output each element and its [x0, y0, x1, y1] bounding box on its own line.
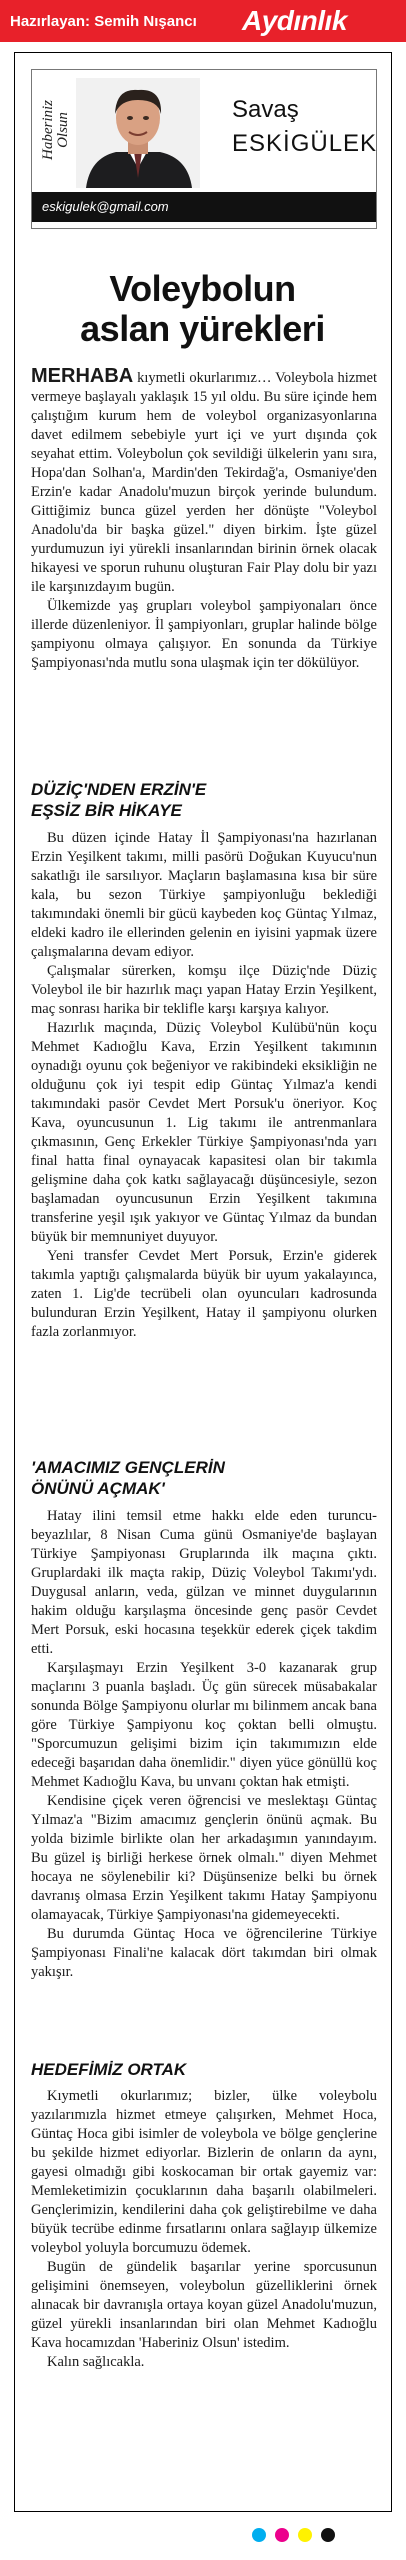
- section-3-heading: HEDEFİMİZ ORTAK: [31, 2060, 187, 2079]
- column-name-line2: Olsun: [55, 112, 71, 148]
- cyan-print-mark-icon: [252, 2528, 266, 2542]
- section-2-heading: [31, 1457, 377, 1499]
- section-1-heading: [31, 779, 377, 821]
- section-2-paragraph: Hatay ilini temsil etme hakkı elde eden turuncu-beyazlılar, 8 Nisan Cuma günü Osmaniye'de başlayan Türkiye Şampiyonası Gruplarında ilk maçına çıktı. Gruplardaki ilk maçta rakip, Düziç Voleybol Takımı'ydı. Duygusal anların, veda, gülzan ve minnet duygularının hakim olduğu karşılaşma öncesinde genç pasör Cevdet Mert Porsuk, eski hocasına teşekkür ederek çiçek takdim etti.: [31, 1508, 377, 1657]
- headline-line-2: aslan yürekleri: [80, 308, 325, 349]
- section-1-paragraph: Hazırlık maçında, Düziç Voleybol Kulübü'nün koçu Mehmet Kadıoğlu Kava, Erzin Yeşilkent takımının oynadığı oyunu çok beğeniyor ve rakibindeki eksikliğin ne olduğunu çok iyi tespit edip Güntaç Yılmaz'a kendi takımındaki pasör Cevdet Mert Porsuk'u öneriyor. Koç Kava, oyuncusunun 1. Lig takımı ile antrenmanlara çıkmasının, Genç Erkekler Türkiye Şampiyonası'nda yarı final hatta final oynayacak kapasitesi olan bir takımla gelişmine daha çok katkı sağlayacağı düşüncesiyle, sezon başlamadan oyuncusunun Erzin Yeşilkent takımına transferine yeşil ışık yakıyor ve Güntaç Yılmaz da bundan büyük bir memnuniyet duyuyor.: [31, 1020, 377, 1245]
- intro-paragraph: [31, 367, 377, 597]
- author-box: [31, 69, 377, 229]
- column-name-tag: [36, 78, 76, 182]
- headline-line-1: Voleybolun: [109, 268, 296, 309]
- author-portrait-icon: [76, 78, 200, 188]
- author-email[interactable]: eskigulek@gmail.com: [32, 192, 376, 222]
- section-2-body: [31, 1507, 377, 1982]
- print-color-marks: [252, 2528, 335, 2542]
- column-name-line1: Haberiniz: [40, 100, 56, 160]
- section-1-heading-line-2: EŞSİZ BİR HİKAYE: [31, 801, 182, 820]
- newspaper-logo: Aydınlık: [242, 5, 347, 36]
- article-frame: [14, 52, 392, 2512]
- section-1-heading-line-1: DÜZİÇ'NDEN ERZİN'E: [31, 780, 207, 799]
- intro-text: kıymetli okurlarımız… Voleybola hizmet vermeye başlayalı yaklaşık 15 yıl oldu. Bu süre içinde hem çalıştığım kurum hem de voleybol organizasyonlarına davet edilmem sebebiyle yurt içi ve yurt dışında çok seyahat ettim. Voleybolun çok sevildiği ülkelerin yanı sıra, Hopa'dan Solhan'a, Mardin'den Tekirdağ'a, Osmaniye'den Erzin'e kadar Anadolu'muzun birçok yerinde bulundum. Gittiğimiz bunca güzel yerden her dönüşte "Voleybol Anadolu'da bir başka güzel." diyen birkim. İşte güzel yurdumuzun iyi yürekli insanlarından birinin örnek olacak hikayesi ve sporun ruhunu oluşturan Fair Play dolu bir yazı ile karşınızdayım bugün.: [31, 370, 377, 595]
- page-header-bar: [0, 0, 406, 42]
- section-3-paragraph: Bugün de gündelik başarılar yerine sporcusunun gelişimini önemseyen, voleybolun güzelliklerini örnek alınacak bir davranışla ortaya koyan güzel Anadolu'muzun, güzel yürekli insanlarından biri olan Mehmet Kadıoğlu Kava hocamızdan 'Haberiniz Olsun' istedim.: [31, 2259, 377, 2351]
- section-1-paragraph: Yeni transfer Cevdet Mert Porsuk, Erzin'e giderek takımla yaptığı çalışmalarda büyük bir uyum yakalayınca, zaten 1. Lig'de tecrübeli olan oyuncuları kadrosunda bulunduran Erzin Yeşilkent, Hatay il şampiyonu olurken fazla zorlanmıyor.: [31, 1248, 377, 1340]
- intro-paragraph-2: Ülkemizde yaş grupları voleybol şampiyonaları önce illerde düzenleniyor. İl şampiyonları, gruplar halinde bölge şampiyonu olmaya çalışıyor. En sonunda da Türkiye Şampiyonası'nda mutlu sona ulaşmak için ter dökülüyor.: [31, 598, 377, 671]
- section-3-paragraph: Kıymetli okurlarımız; bizler, ülke voleybolu yazılarımızla hizmet etmeye çalışırken, Mehmet Hoca, Güntaç Hoca gibi isimler de voleybola ve bölge gençlerine bu şekilde hizmet ediyorlar. Bizlerin de onların da aynı, gayesi olmadığı gibi koskocaman bir ortak gayemiz var: Memleketimizin çocuklarının daha başarılı olabilmeleri. Gençlerimizin, kendilerini daha çok geliştirebilme ve daha büyük tecrübe edinme fırsatlarını onlara sağlayıp ülkemize voleybol yoluyla borcumuzu ödemek.: [31, 2088, 377, 2256]
- section-2-paragraph: Karşılaşmayı Erzin Yeşilkent 3-0 kazanarak grup maçlarını 3 puanla başladı. Üç gün sürecek müsabakalar sonunda Bölge Şampiyonu olurlar mı bilinmem ancak bana göre Türkiye Şampiyonu koç çoktan belli olmuştu. "Sporcumuzun gelişimi bizim için takımımızın elde edeceği başarıdan daha önemlidir." diyen yüce gönüllü koç Mehmet Kadıoğlu Kava, bu unvanı çoktan hak etmişti.: [31, 1660, 377, 1790]
- black-print-mark-icon: [321, 2528, 335, 2542]
- article-headline: [15, 269, 390, 349]
- author-last-name: ESKİGÜLEK: [232, 130, 378, 157]
- author-first-name: Savaş: [232, 96, 299, 123]
- author-photo: [76, 78, 200, 188]
- intro-lead-word: MERHABA: [31, 365, 134, 387]
- section-2-heading-line-1: 'AMACIMIZ GENÇLERİN: [31, 1458, 225, 1477]
- editor-credit: Hazırlayan: Semih Nışancı: [10, 12, 197, 30]
- section-3-body: [31, 2087, 377, 2372]
- section-2-paragraph: Bu durumda Güntaç Hoca ve öğrencilerine Türkiye Şampiyonası Finali'ne kalacak dört takımdan biri olmak yakışır.: [31, 1926, 377, 1980]
- article-intro: [31, 367, 377, 673]
- section-2-paragraph: Kendisine çiçek veren öğrencisi ve meslektaşı Güntaç Yılmaz'a "Bizim amacımız gençlerin önünü açmak. Bu yolda bizimle birlikte olan her arkadaşımın yanındayım. Bu güzel iş birliği herkese örnek olmalı." diyen Mehmet hocaya ne söylenebilir ki? Düşünsenize belki bu örnek davranış olmasa Erzin Yeşilkent takımı Hatay Şampiyonu olamayacak, Türkiye Şampiyonası'na gidemeyecekti.: [31, 1793, 377, 1923]
- section-3-paragraph: Kalın sağlıcakla.: [47, 2354, 145, 2370]
- section-1-paragraph: Bu düzen içinde Hatay İl Şampiyonası'na hazırlanan Erzin Yeşilkent takımı, milli pasörü Doğukan Kuyucu'nun sakatlığı ile sarsılıyor. Maçların başlamasına kısa bir süre kala, bu sezon Türkiye şampiyonluğu beklediği takımındaki önemli bir gücü kaybeden koç Güntaç Yılmaz, eldeki kadro ile ellerinden gelenin en iyisini yapmak üzere çalışmalarına devam ediyor.: [31, 830, 377, 960]
- yellow-print-mark-icon: [298, 2528, 312, 2542]
- section-2-heading-line-2: ÖNÜNÜ AÇMAK': [31, 1479, 165, 1498]
- section-1-paragraph: Çalışmalar sürerken, komşu ilçe Düziç'nde Düziç Voleybol ile bir hazırlık maçı yapan Hatay Erzin Yeşilkent, maç sonrası harika bir teklifle karşı karşıya kalıyor.: [31, 963, 377, 1017]
- magenta-print-mark-icon: [275, 2528, 289, 2542]
- section-1-body: [31, 829, 377, 1342]
